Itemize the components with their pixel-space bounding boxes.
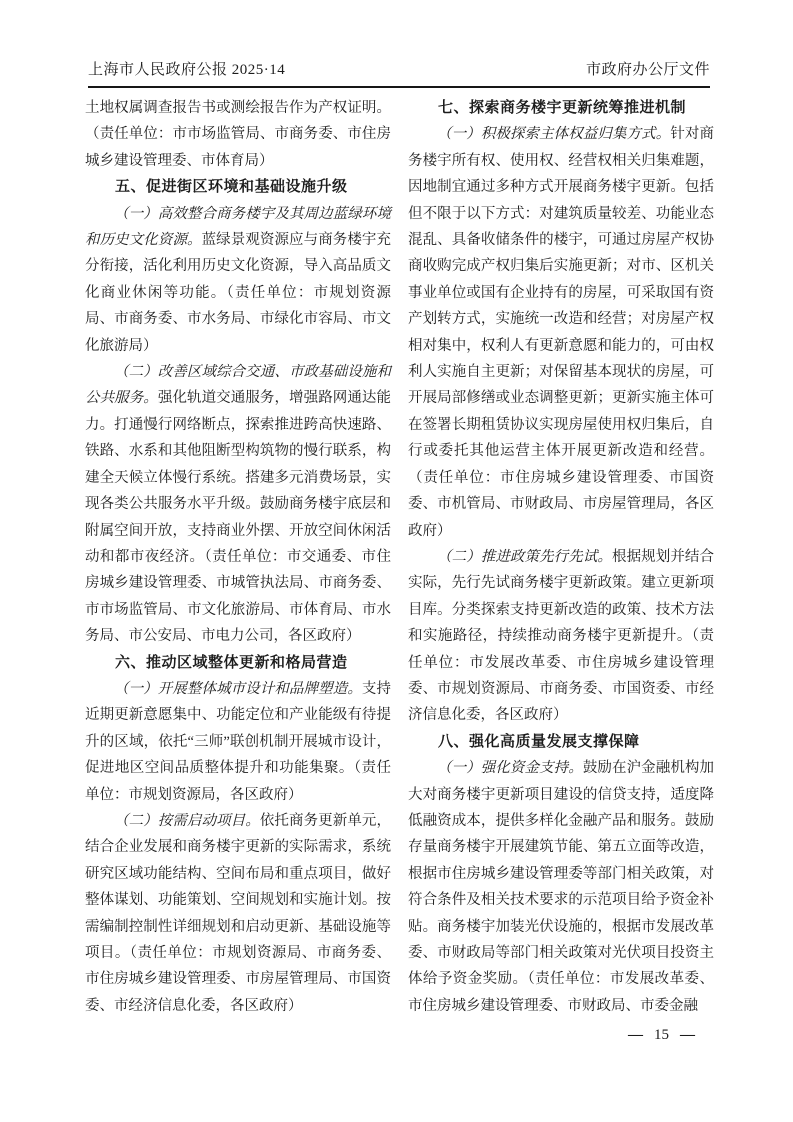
paragraph-text: 土地权属调查报告书或测绘报告作为产权证明。（责任单位：市市场监管局、市商务委、市住房城乡建设管理委、市体育局） xyxy=(85,100,391,169)
lead-sentence: （一）开展整体城市设计和品牌塑造。 xyxy=(114,680,362,697)
left-column xyxy=(85,95,391,1019)
page-footer xyxy=(628,1026,695,1044)
lead-sentence: （一）积极探索主体权益归集方式。 xyxy=(437,126,671,143)
page-body xyxy=(85,95,714,1019)
footer-dash-right: — xyxy=(680,1027,695,1043)
paragraph-text: 针对商务楼宇所有权、使用权、经营权相关归集难题，因地制宜通过多种方式开展商务楼宇更新。包括但不限于以下方式：对建筑质量较差、功能业态混乱、具备收储条件的楼宇，可通过房屋产权协商收购完成产权归集后实施更新；对市、区机关事业单位或国有企业持有的房屋，可采取国有资产划转方式，实施统一改造和经营；对房屋产权相对集中，权利人有更新意愿和能力的，可由权利人实施自主更新；对保留基本现状的房屋，可开展局部修缮或业态调整更新；更新实施主体可在签署长期租赁协议实现房屋使用权归集后，自行或委托其他运营主体开展更新改造和经营。（责任单位：市住房城乡建设管理委、市国资委、市机管局、市财政局、市房屋管理局，各区政府） xyxy=(408,126,715,539)
paragraph xyxy=(85,95,391,174)
paragraph xyxy=(408,121,714,544)
document-source-label: 市政府办公厅文件 xyxy=(585,62,710,78)
right-column xyxy=(408,95,714,1019)
section-heading: 八、强化高质量发展支撑保障 xyxy=(438,732,640,750)
gazette-title: 上海市人民政府公报 2025·14 xyxy=(88,62,286,78)
page-number: 15 xyxy=(654,1027,669,1043)
paragraph-text: 鼓励在沪金融机构加大对商务楼宇更新项目建设的信贷支持，适度降低融资成本，提供多样化金融产品和服务。鼓励存量商务楼宇开展建筑节能、第五立面等改造，根据市住房城乡建设管理委等部门相关政策，对符合条件及相关技术要求的示范项目给予资金补贴。商务楼宇加装光伏设施的，根据市发展改革委、市财政局等部门相关政策对光伏项目投资主体给予资金奖励。（责任单位：市发展改革委、市住房城乡建设管理委、市财政局、市委金融 xyxy=(408,760,715,1014)
lead-sentence: （二）改善区域综合交通、市政基础设施和公共服务。 xyxy=(85,364,391,407)
lead-sentence: （二）按需启动项目。 xyxy=(114,812,260,829)
footer-dash-left: — xyxy=(628,1027,643,1043)
section-heading: 六、推动区域整体更新和格局营造 xyxy=(115,653,348,671)
lead-sentence: （一）强化资金支持。 xyxy=(437,760,583,777)
header-divider xyxy=(88,86,710,88)
lead-sentence: （一）高效整合商务楼宇及其周边蓝绿环境和历史文化资源。 xyxy=(85,205,391,249)
paragraph-text: 支持近期更新意愿集中、功能定位和产业能级有待提升的区域，依托“三师”联创机制开展城市设计，促进地区空间品质整体提升和功能集聚。（责任单位：市规划资源局，各区政府） xyxy=(85,680,392,803)
paragraph xyxy=(408,755,714,1019)
paragraph xyxy=(408,544,714,729)
paragraph xyxy=(85,676,391,808)
section-heading: 七、探索商务楼宇更新统筹推进机制 xyxy=(438,99,687,116)
paragraph xyxy=(85,808,391,1019)
paragraph-text: 根据规划并结合实际，先行先试商务楼宇更新政策。建立更新项目库。分类探索支持更新改造的政策、技术方法和实施路径，持续推动商务楼宇更新提升。（责任单位：市发展改革委、市住房城乡建设管理委、市规划资源局、市商务委、市国资委、市经济信息化委，各区政府） xyxy=(408,548,714,724)
paragraph-text: 蓝绿景观资源应与商务楼宇充分衔接，活化利用历史文化资源，导入高品质文化商业休闲等功能。（责任单位：市规划资源局、市商务委、市水务局、市绿化市容局、市文化旅游局） xyxy=(85,232,392,354)
paragraph xyxy=(85,359,391,649)
paragraph-text: 依托商务更新单元，结合企业发展和商务楼宇更新的实际需求，系统研究区域功能结构、空间布局和重点项目，做好整体谋划、功能策划、空间规划和实施计划。按需编制控制性详细规划和启动更新、基础设施等项目。（责任单位：市规划资源局、市商务委、市住房城乡建设管理委、市房屋管理局、市国资委、市经济信息化委，各区政府） xyxy=(85,812,392,1014)
lead-sentence: （二）推进政策先行先试。 xyxy=(437,548,612,565)
paragraph xyxy=(85,201,391,359)
section-heading: 五、促进街区环境和基础设施升级 xyxy=(115,178,348,196)
page-header xyxy=(88,60,710,80)
paragraph-text: 强化轨道交通服务，增强路网通达能力。打通慢行网络断点，探索推进跨高快速路、铁路、水系和其他阻断型构筑物的慢行联系，构建全天候立体慢行系统。搭建多元消费场景，实现各类公共服务水平升级。鼓励商务楼宇底层和附属空间开放，支持商业外摆、开放空间休闲活动和都市夜经济。（责任单位：市交通委、市住房城乡建设管理委、市城管执法局、市商务委、市市场监管局、市文化旅游局、市体育局、市水务局、市公安局、市电力公司，各区政府） xyxy=(85,390,391,645)
